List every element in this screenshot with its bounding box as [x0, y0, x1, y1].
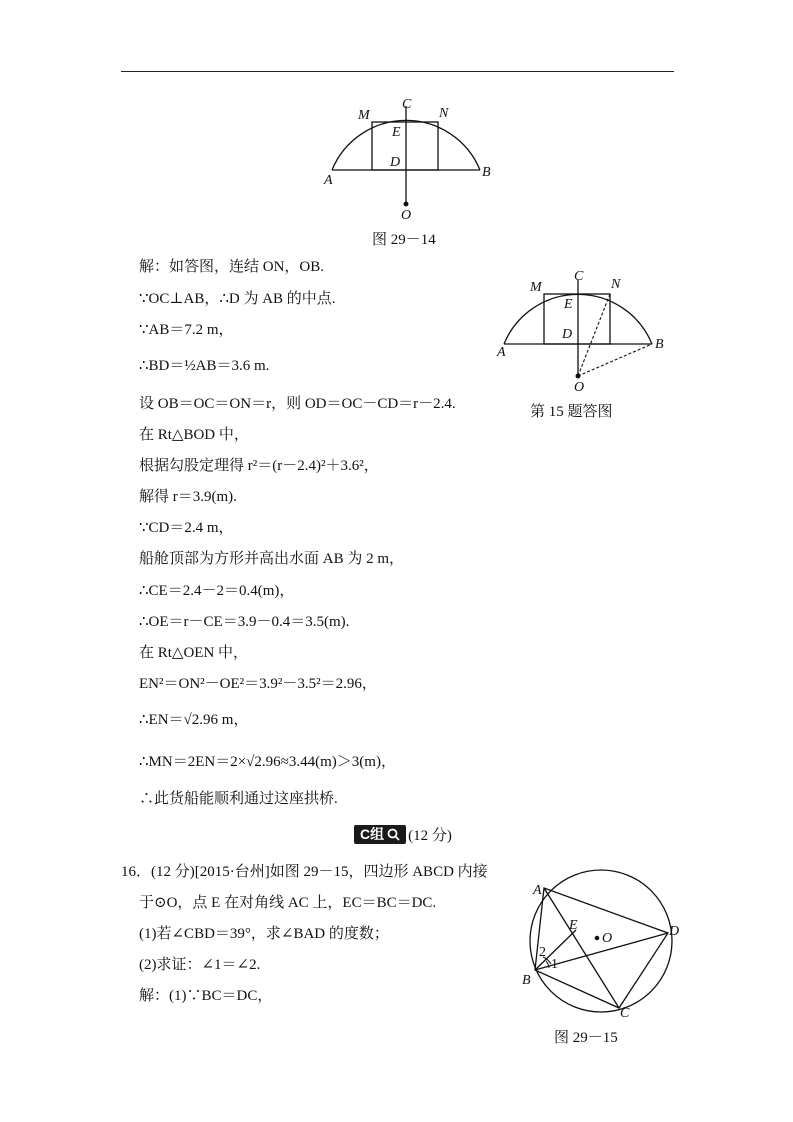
group-c-label: C组 [360, 825, 385, 842]
ans-label-A: A [497, 345, 506, 360]
q16-answer-start: 解：(1)∵BC＝DC， [139, 988, 273, 1004]
solution-line-16: ∴MN＝2EN＝2×√2.96≈3.44(m)＞3(m)， [139, 754, 396, 770]
solution-line-8: 解得 r＝3.9(m). [139, 489, 237, 505]
solution-line-9: ∵CD＝2.4 m， [139, 520, 234, 536]
q16-part-1: (1)若∠CBD＝39°，求∠BAD 的度数； [139, 926, 389, 942]
ans-label-E: E [564, 297, 573, 312]
header-rule [121, 71, 674, 72]
q16-part-2: (2)求证：∠1＝∠2. [139, 957, 261, 973]
fig15-label-B: B [522, 973, 531, 988]
figure-29-14 [320, 92, 500, 227]
solution-line-11: ∴CE＝2.4－2＝0.4(m)， [139, 583, 295, 599]
label-O: O [401, 208, 412, 223]
solution-line-3: ∵AB＝7.2 m， [139, 322, 234, 338]
solution-line-2: ∵OC⊥AB，∴D 为 AB 的中点. [139, 291, 336, 307]
solution-line-10: 船舱顶部为方形并高出水面 AB 为 2 m， [139, 551, 405, 567]
solution-line-17: ∴此货船能顺利通过这座拱桥. [139, 791, 338, 807]
figure-29-15 [516, 868, 686, 1021]
solution-line-12: ∴OE＝r－CE＝3.9－0.4＝3.5(m). [139, 614, 350, 630]
figure-answer-15-caption: 第 15 题答图 [530, 404, 613, 420]
label-B: B [482, 165, 491, 180]
ans-label-M: M [530, 280, 542, 295]
solution-line-1: 解：如答图，连结 ON，OB. [139, 259, 325, 275]
solution-line-13: 在 Rt△OEN 中， [139, 645, 249, 661]
ans-label-O: O [574, 380, 585, 395]
fig15-label-A: A [533, 883, 542, 898]
fig15-angle-2: 2 [539, 945, 546, 960]
fig15-angle-1: 1 [551, 957, 558, 972]
group-c-header [354, 824, 452, 844]
fig15-label-E: E [569, 918, 578, 933]
fig15-label-D: D [669, 924, 680, 939]
label-A: A [324, 173, 333, 188]
ans-label-C: C [574, 269, 584, 284]
ans-label-N: N [611, 277, 621, 292]
group-c-points: (12 分) [408, 827, 452, 844]
figure-29-15-caption: 图 29－15 [554, 1030, 618, 1046]
label-C: C [402, 97, 412, 112]
label-N: N [439, 106, 449, 121]
label-E: E [392, 125, 401, 140]
label-M: M [358, 108, 370, 123]
ans-label-B: B [655, 337, 664, 352]
fig15-label-O: O [602, 931, 613, 946]
ans-label-D: D [562, 327, 573, 342]
figure-29-14-caption: 图 29－14 [372, 232, 436, 248]
solution-line-6: 在 Rt△BOD 中， [139, 427, 249, 443]
solution-line-5: 设 OB＝OC＝ON＝r，则 OD＝OC－CD＝r－2.4. [139, 396, 456, 412]
search-icon [387, 828, 400, 841]
solution-line-4: ∴BD＝½AB＝3.6 m. [139, 358, 270, 374]
q16-line-1: 16．(12 分)[2015·台州]如图 29－15，四边形 ABCD 内接 [121, 864, 488, 880]
label-D: D [390, 155, 401, 170]
fig15-label-C: C [620, 1006, 630, 1021]
q16-line-2: 于⊙O，点 E 在对角线 AC 上，EC＝BC＝DC. [139, 895, 437, 911]
solution-line-14: EN²＝ON²－OE²＝3.9²－3.5²＝2.96， [139, 676, 377, 692]
group-c-badge [354, 825, 406, 844]
figure-answer-15 [492, 266, 672, 396]
solution-line-7: 根据勾股定理得 r²＝(r－2.4)²＋3.6²， [139, 458, 379, 474]
solution-line-15: ∴EN＝√2.96 m， [139, 712, 249, 728]
